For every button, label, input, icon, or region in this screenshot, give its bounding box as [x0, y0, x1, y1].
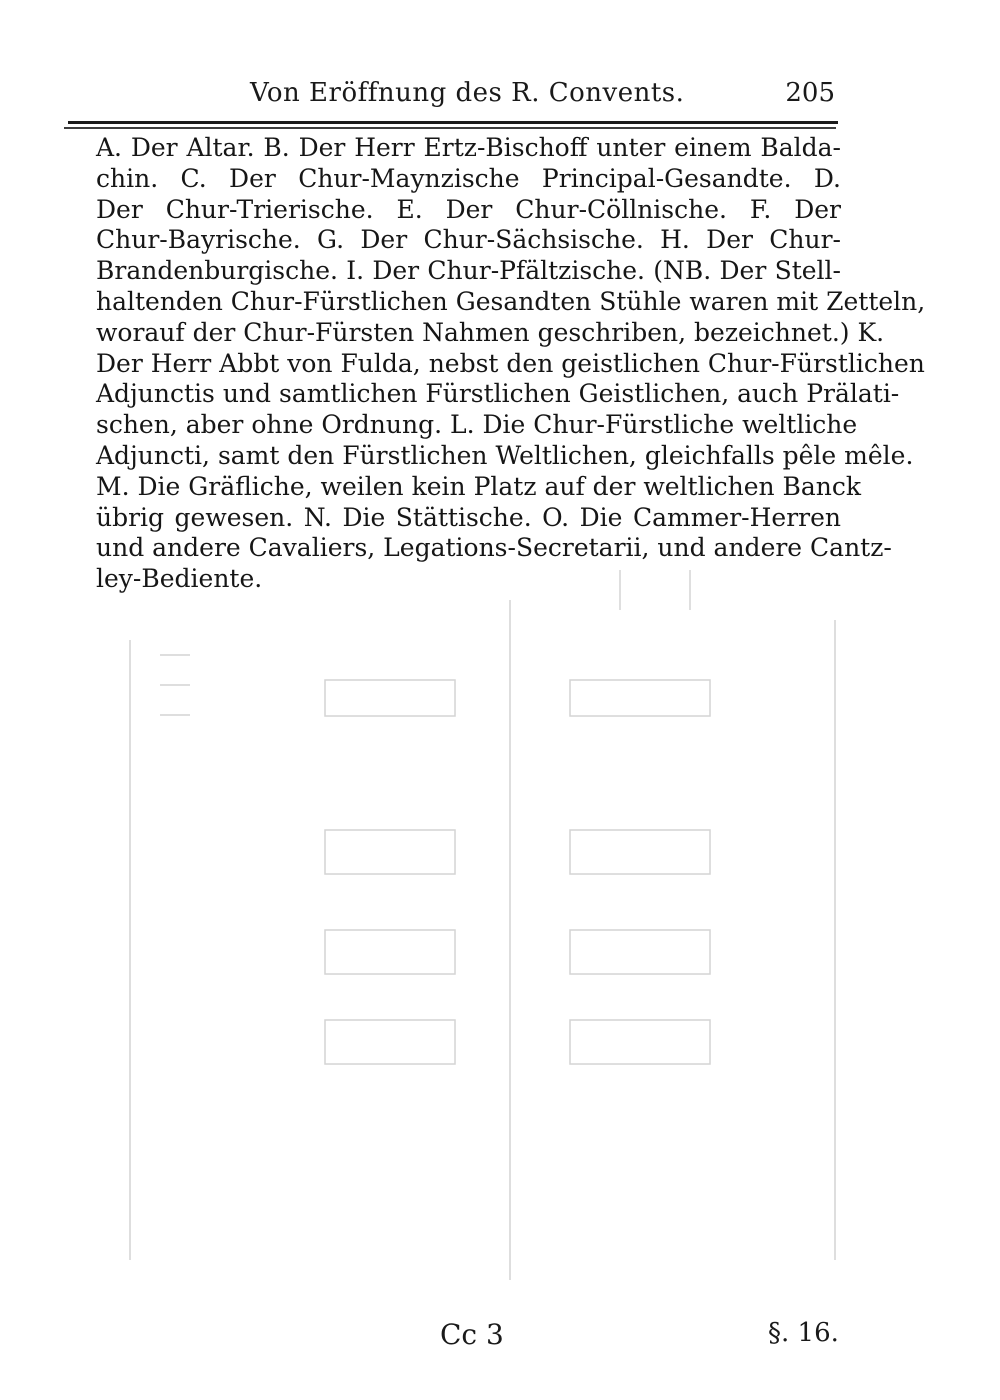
text-line: M. Die Gräfliche, weilen kein Platz auf der weltlichen Banck	[96, 471, 862, 501]
text-line: worauf der Chur-Fürsten Nahmen geschriben, bezeichnet.) K.	[96, 317, 885, 347]
text-line: übrig gewesen. N. Die Stättische. O. Die Cammer-Herren	[96, 502, 841, 532]
text-line: Adjuncti, samt den Fürstlichen Weltlichen, gleichfalls pêle mêle.	[96, 440, 914, 470]
text-line: Der Chur-Trierische. E. Der Chur-Cöllnische. F. Der	[96, 194, 841, 224]
text-line: Chur-Bayrische. G. Der Chur-Sächsische. H. Der Chur-	[96, 225, 841, 255]
text-line: und andere Cavaliers, Legations-Secretarii, und andere Cantz-	[96, 533, 892, 563]
show-through-diagram	[60, 560, 920, 1320]
text-line: ley-Bediente.	[96, 564, 263, 594]
header-rule-secondary	[64, 127, 836, 129]
signature-mark: Cc 3	[440, 1318, 504, 1351]
text-line: Brandenburgische. I. Der Chur-Pfältzische. (NB. Der Stell-	[96, 256, 841, 286]
text-line: chin. C. Der Chur-Maynzische Principal-Gesandte. D.	[96, 163, 841, 193]
text-line: haltenden Chur-Fürstlichen Gesandten Stühle waren mit Zetteln,	[96, 286, 926, 316]
text-line: schen, aber ohne Ordnung. L. Die Chur-Fürstliche weltliche	[96, 410, 858, 440]
header-rule	[68, 121, 838, 124]
text-line: Adjunctis und samtlichen Fürstlichen Geistlichen, auch Prälati-	[96, 379, 900, 409]
catchword: §. 16.	[768, 1318, 839, 1348]
page-number: 205	[785, 78, 835, 108]
text-line: A. Der Altar. B. Der Herr Ertz-Bischoff unter einem Balda-	[96, 133, 841, 162]
legend-paragraph	[96, 133, 926, 595]
running-head: Von Eröffnung des R. Convents.	[250, 78, 685, 108]
text-line: Der Herr Abbt von Fulda, nebst den geistlichen Chur-Fürstlichen	[96, 348, 925, 378]
